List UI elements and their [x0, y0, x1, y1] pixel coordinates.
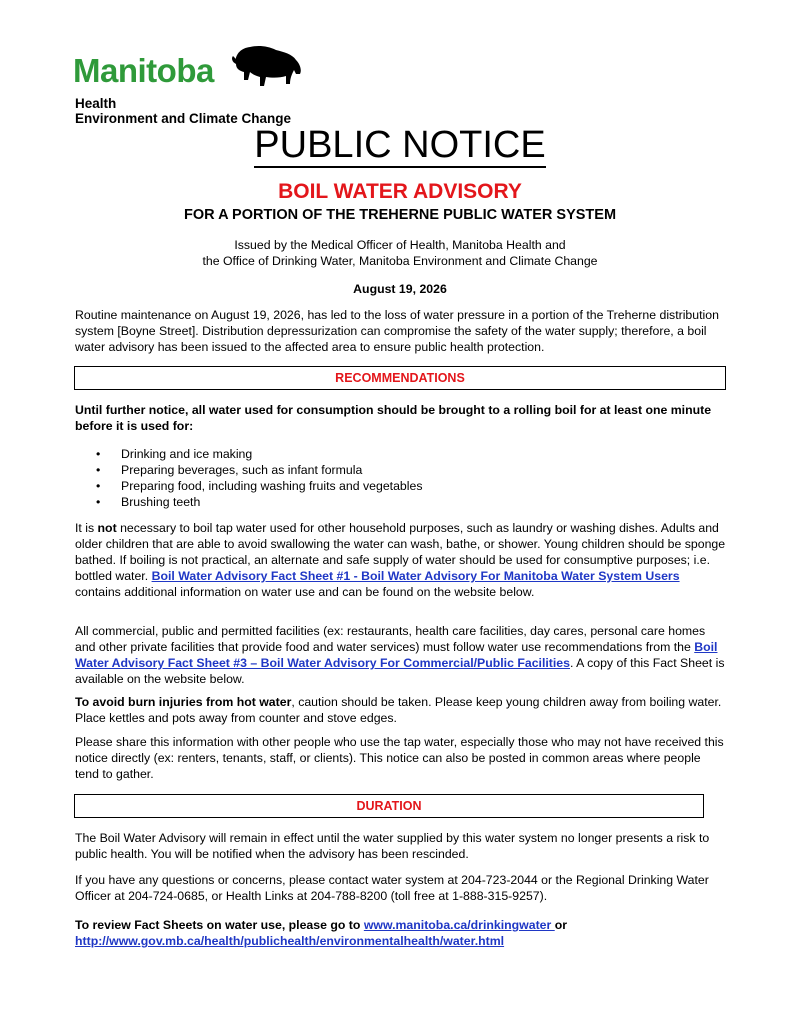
issued-line-2: the Office of Drinking Water, Manitoba Environment and Climate Change	[202, 254, 598, 268]
advisory-subtitle: FOR A PORTION OF THE TREHERNE PUBLIC WATER SYSTEM	[183, 207, 617, 223]
fact-sheet-3-link[interactable]: Boil Water Advisory Fact Sheet #3 – Boil Water Advisory For Commercial/Public Facilities	[75, 640, 718, 670]
review-paragraph	[75, 917, 727, 949]
page-title	[0, 124, 800, 167]
list-item: • Drinking and ice making	[96, 446, 422, 462]
uses-list	[96, 446, 422, 510]
manitoba-logo	[73, 44, 313, 94]
text-run-bold: To avoid burn injuries from hot water	[75, 695, 292, 709]
questions-paragraph: If you have any questions or concerns, please contact water system at 204-723-2044 or the Regional Drinking Water Officer at 204-724-0685, or Health Links at 204-788-8200 (toll free at 1-888-315-9257).	[75, 873, 709, 903]
recommendations-heading: RECOMMENDATIONS	[74, 366, 726, 390]
issued-line-1: Issued by the Medical Officer of Health, Manitoba Health and	[234, 238, 566, 252]
duration-paragraph: The Boil Water Advisory will remain in effect until the water supplied by this water system no longer presents a risk to public health. You will be notified when the advisory has been rescinded.	[75, 831, 710, 861]
text-run: necessary to boil tap water used for other household purposes, such as laundry or washing dishes. Adults and older children that are able to avoid swallowing the water can wash, bathe, or shower. Young children should be sponge bathed. If boiling is not practical, an alternate and safe supply of water should be used for consumptive purposes; i.e. bottled water.	[75, 521, 726, 583]
text-run: It is	[75, 521, 98, 535]
not-necessary-paragraph	[75, 520, 727, 600]
gov-water-link[interactable]: http://www.gov.mb.ca/health/publichealth/environmentalhealth/water.html	[75, 934, 505, 948]
list-item: • Preparing beverages, such as infant formula	[96, 462, 422, 478]
page-title-text: PUBLIC NOTICE	[254, 124, 546, 166]
text-run: . A copy of this Fact Sheet is available on the website below.	[75, 656, 725, 686]
text-run: , caution should be taken. Please keep young children away from boiling water. Place kettles and pots away from counter and stove edges.	[75, 695, 722, 725]
advisory-title: BOIL WATER ADVISORY	[278, 180, 522, 203]
bison-icon	[230, 44, 304, 92]
text-run: All commercial, public and permitted facilities (ex: restaurants, health care facilities, day cares, personal care homes and other private facilities that provide food and water services) must follow water use recommendations from the	[75, 624, 706, 654]
until-paragraph: Until further notice, all water used for consumption should be brought to a rolling boil for at least one minute before it is used for:	[75, 403, 712, 433]
intro-paragraph: Routine maintenance on August 19, 2026, has led to the loss of water pressure in a portion of the Treherne distribution system [Boyne Street]. Distribution depressurization can compromise the safety of the water supply; therefore, a boil water advisory has been issued to the affected area to ensure public health protection.	[75, 308, 719, 354]
share-paragraph: Please share this information with other people who use the tap water, especially those who may not have received this notice directly (ex: renters, tenants, staff, or clients). This notice can also be posted in common areas where people tend to gather.	[75, 735, 724, 781]
burn-paragraph	[75, 694, 727, 726]
text-run: or	[554, 918, 568, 932]
dept-environment: Environment and Climate Change	[75, 111, 292, 126]
text-run: To review Fact Sheets on water use, please go to	[75, 918, 364, 932]
list-item: • Preparing food, including washing fruits and vegetables	[96, 478, 422, 494]
dept-health: Health	[75, 96, 117, 111]
logo-wordmark: Manitoba	[73, 52, 214, 89]
duration-heading: DURATION	[74, 794, 704, 818]
text-run: contains additional information on water use and can be found on the website below.	[75, 585, 535, 599]
commercial-paragraph	[75, 623, 727, 687]
fact-sheet-1-link[interactable]: Boil Water Advisory Fact Sheet #1 - Boil Water Advisory For Manitoba Water System Users	[151, 569, 680, 583]
text-run-bold: not	[97, 521, 117, 535]
notice-date: August 19, 2026	[353, 282, 447, 296]
drinkingwater-link[interactable]: www.manitoba.ca/drinkingwater	[363, 918, 555, 932]
list-item: • Brushing teeth	[96, 494, 422, 510]
